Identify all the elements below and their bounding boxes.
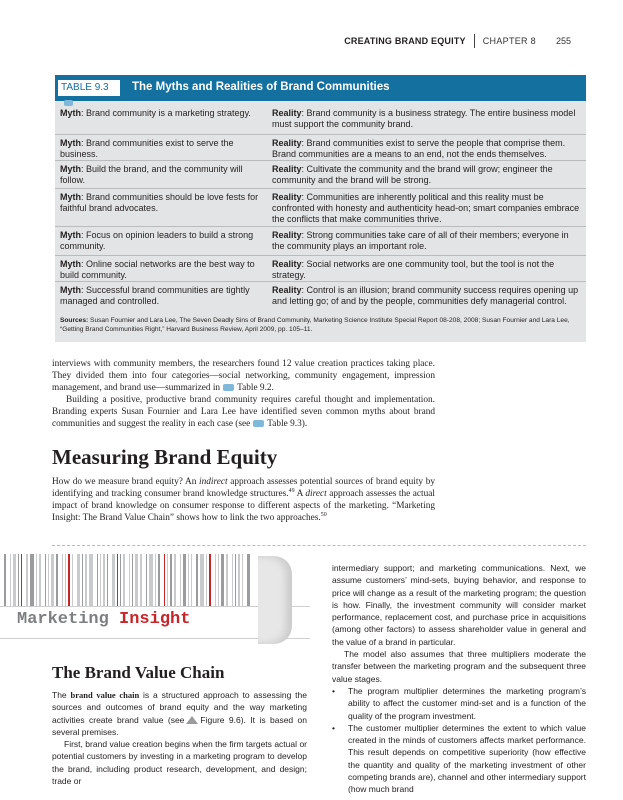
barcode-stripe [89, 554, 93, 606]
barcode-stripe [155, 554, 156, 606]
barcode-stripe [97, 554, 98, 606]
reality-cell: Reality: Brand community is a business strategy. The entire business model must support the community brand. [272, 108, 576, 129]
barcode-stripe [123, 554, 125, 606]
section-divider [52, 545, 586, 546]
footnote-ref: 49 [288, 488, 295, 494]
insight-paragraph: The model also assumes that three multipliers moderate the transfer between the marketing program and the subsequent three value stages. [332, 649, 586, 684]
section-heading: Measuring Brand Equity [52, 445, 278, 469]
table-header-bar [55, 75, 586, 101]
barcode-stripe [18, 554, 19, 606]
barcode-stripe [72, 554, 73, 606]
barcode-stripe [77, 554, 80, 606]
reality-cell: Reality: Strong communities take care of all of their members; everyone in the community plays an important role. [272, 230, 569, 251]
barcode-stripe [45, 554, 46, 606]
barcode-stripe [146, 554, 147, 606]
barcode-stripe [120, 554, 121, 606]
table-reference-icon [223, 384, 234, 391]
running-head [344, 34, 571, 48]
table-row [55, 134, 586, 159]
running-head-chapter: CHAPTER 8 [482, 36, 536, 46]
insight-paragraph: intermediary support; and marketing communications. Next, we assume customers’ mind-sets, buying behavior, and response to price will change as a result of the marketing program; the question is how. Finally, the investment community will consider market performance, replacement cost, and purchase price in acquisitions (among other factors) to assess shareholder value in general and the value of a brand in particular. [332, 563, 586, 647]
footnote-ref: 50 [320, 512, 327, 518]
barcode-stripe [191, 554, 192, 606]
barcode-stripe [39, 554, 41, 606]
insight-heading: The Brand Value Chain [52, 663, 225, 682]
barcode-stripe [132, 554, 133, 606]
barcode-stripe [200, 554, 204, 606]
table-tag-icon [64, 100, 73, 106]
body-paragraph: interviews with community members, the researchers found 12 value creation practices taking place. They divided them into four categories—social networking, community engagement, impression management, and brand use—summarized in Table 9.2. [52, 359, 435, 393]
bullet-item: • The program multiplier determines the marketing program’s ability to affect the customer mind-set and is a function of the quality of the program investment. [332, 685, 586, 721]
barcode-stripe [129, 554, 130, 606]
insight-paragraph: First, brand value creation begins when the firm targets actual or potential customers by investing in a marketing program to develop the brand, including product research, development, and design; trade or [52, 739, 307, 787]
barcode-stripe [103, 554, 105, 606]
barcode-stripe [238, 554, 240, 606]
barcode-stripe [13, 554, 16, 606]
myth-cell: Myth: Focus on opinion leaders to build a strong community. [60, 230, 254, 251]
reality-cell: Reality: Social networks are one community tool, but the tool is not the strategy. [272, 259, 555, 280]
barcode-stripe [100, 554, 101, 606]
barcode-stripe [215, 554, 216, 606]
barcode-stripe [235, 554, 236, 606]
barcode-stripe [242, 554, 243, 606]
barcode-stripe [174, 554, 176, 606]
barcode-stripe [247, 554, 250, 606]
barcode-stripe [56, 554, 58, 606]
scroll-graphic [258, 556, 292, 644]
barcode-stripe [107, 554, 108, 606]
barcode-stripe [226, 554, 228, 606]
barcode-stripe [209, 554, 211, 606]
reality-cell: Reality: Communities are inherently political and this reality must be confronted with honesty and authenticity head-on; smart companies embrace the conflicts that make communities thrive. [272, 192, 580, 224]
barcode-stripe [164, 554, 165, 606]
figure-reference-icon [186, 716, 198, 724]
myth-cell: Myth: Successful brand communities are tightly managed and controlled. [60, 285, 250, 306]
barcode-stripe [167, 554, 168, 606]
table-label: TABLE 9.3 [61, 82, 109, 93]
insight-left-column [52, 689, 307, 787]
myth-cell: Myth: Brand community is a marketing strategy. [60, 108, 251, 118]
barcode-stripe [183, 554, 186, 606]
barcode-stripe [218, 554, 219, 606]
table-row [55, 160, 586, 185]
barcode-stripe [135, 554, 138, 606]
barcode-stripe [149, 554, 153, 606]
barcode-stripe [4, 554, 6, 606]
body-paragraph: Building a positive, productive brand community requires careful thought and implementation. Branding experts Susan Fournier and Lara Lee have identified seven common myths about brand communities and suggest the reality in each case (see Table 9.3). [52, 395, 435, 429]
marketing-insight-banner [0, 554, 310, 650]
table-row [55, 255, 586, 280]
barcode-stripe [82, 554, 83, 606]
barcode-stripe [26, 554, 28, 606]
barcode-graphic [0, 554, 260, 610]
reality-cell: Reality: Cultivate the community and the brand will grow; engineer the community and the brand will be strong. [272, 164, 553, 185]
reality-cell: Reality: Brand communities exist to serve the people that comprise them. Brand communities are a means to an end, not the ends themselves. [272, 138, 566, 159]
barcode-stripe [62, 554, 63, 606]
table-row [55, 281, 586, 306]
myths-table [55, 75, 586, 342]
barcode-stripe [196, 554, 198, 606]
table-label-box [58, 80, 120, 96]
barcode-stripe [65, 554, 66, 606]
barcode-stripe [140, 554, 142, 606]
marketing-insight-title: Marketing Insight [17, 610, 191, 629]
barcode-stripe [51, 554, 54, 606]
barcode-stripe [112, 554, 115, 606]
running-head-title: CREATING BRAND EQUITY [344, 36, 466, 46]
reality-cell: Reality: Control is an illusion; brand community success requires opening up and letting go; of and by the people, communities defy managerial control. [272, 285, 579, 306]
body-paragraph: How do we measure brand equity? An indirect approach assesses potential sources of brand equity by identifying and tracking consumer brand knowledge structures.$^{49}$ A direct approach assesses the actual impact of brand knowledge on consumer response to different aspects of the marketing. “Marketing Insight: The Brand Value Chain” shows how to link the two approaches.$^{50}$ [52, 477, 435, 523]
barcode-stripe [36, 554, 37, 606]
barcode-stripe [221, 554, 224, 606]
barcode-stripe [206, 554, 207, 606]
myth-cell: Myth: Brand communities exist to serve the business. [60, 138, 234, 159]
barcode-stripe [232, 554, 233, 606]
barcode-stripe [48, 554, 49, 606]
myth-cell: Myth: Build the brand, and the community will follow. [60, 164, 243, 185]
barcode-stripe [30, 554, 34, 606]
barcode-stripe [10, 554, 11, 606]
barcode-stripe [21, 554, 22, 606]
table-reference-icon [253, 420, 264, 427]
barcode-stripe [68, 554, 70, 606]
page-number: 255 [555, 36, 571, 46]
table-title: The Myths and Realities of Brand Communities [132, 81, 390, 93]
myth-cell: Myth: Online social networks are the best way to build community. [60, 259, 255, 280]
myth-cell: Myth: Brand communities should be love fests for faithful brand advocates. [60, 192, 259, 213]
barcode-stripe [180, 554, 181, 606]
running-head-separator [474, 34, 475, 48]
barcode-stripe [117, 554, 118, 606]
barcode-stripe [188, 554, 189, 606]
table-sources: Sources: Susan Fournier and Lara Lee, The Seven Deadly Sins of Brand Community, Marketing Science Institute Special Report 08-208, 2008; Susan Fournier and Lara Lee, “Getting Brand Communities Right,” Harvard Business Review, April 2009, pp. 105–11. [60, 317, 570, 333]
table-row [55, 226, 586, 251]
barcode-stripe [158, 554, 160, 606]
insight-right-column [332, 562, 586, 796]
bullet-item: • The customer multiplier determines the extent to which value created in the minds of customers affects market performance. This result depends on competitive superiority (how effective the quantity and quality of the marketing investment of other competing brands are), channel and other intermediary support (how much brand [332, 722, 586, 795]
barcode-stripe [85, 554, 87, 606]
table-row [55, 188, 586, 224]
barcode-stripe [170, 554, 172, 606]
insight-paragraph: The brand value chain is a structured approach to assessing the sources and outcomes of brand equity and the way marketing activities create brand value (see Figure 9.6). It is based on several premises. [52, 690, 307, 737]
